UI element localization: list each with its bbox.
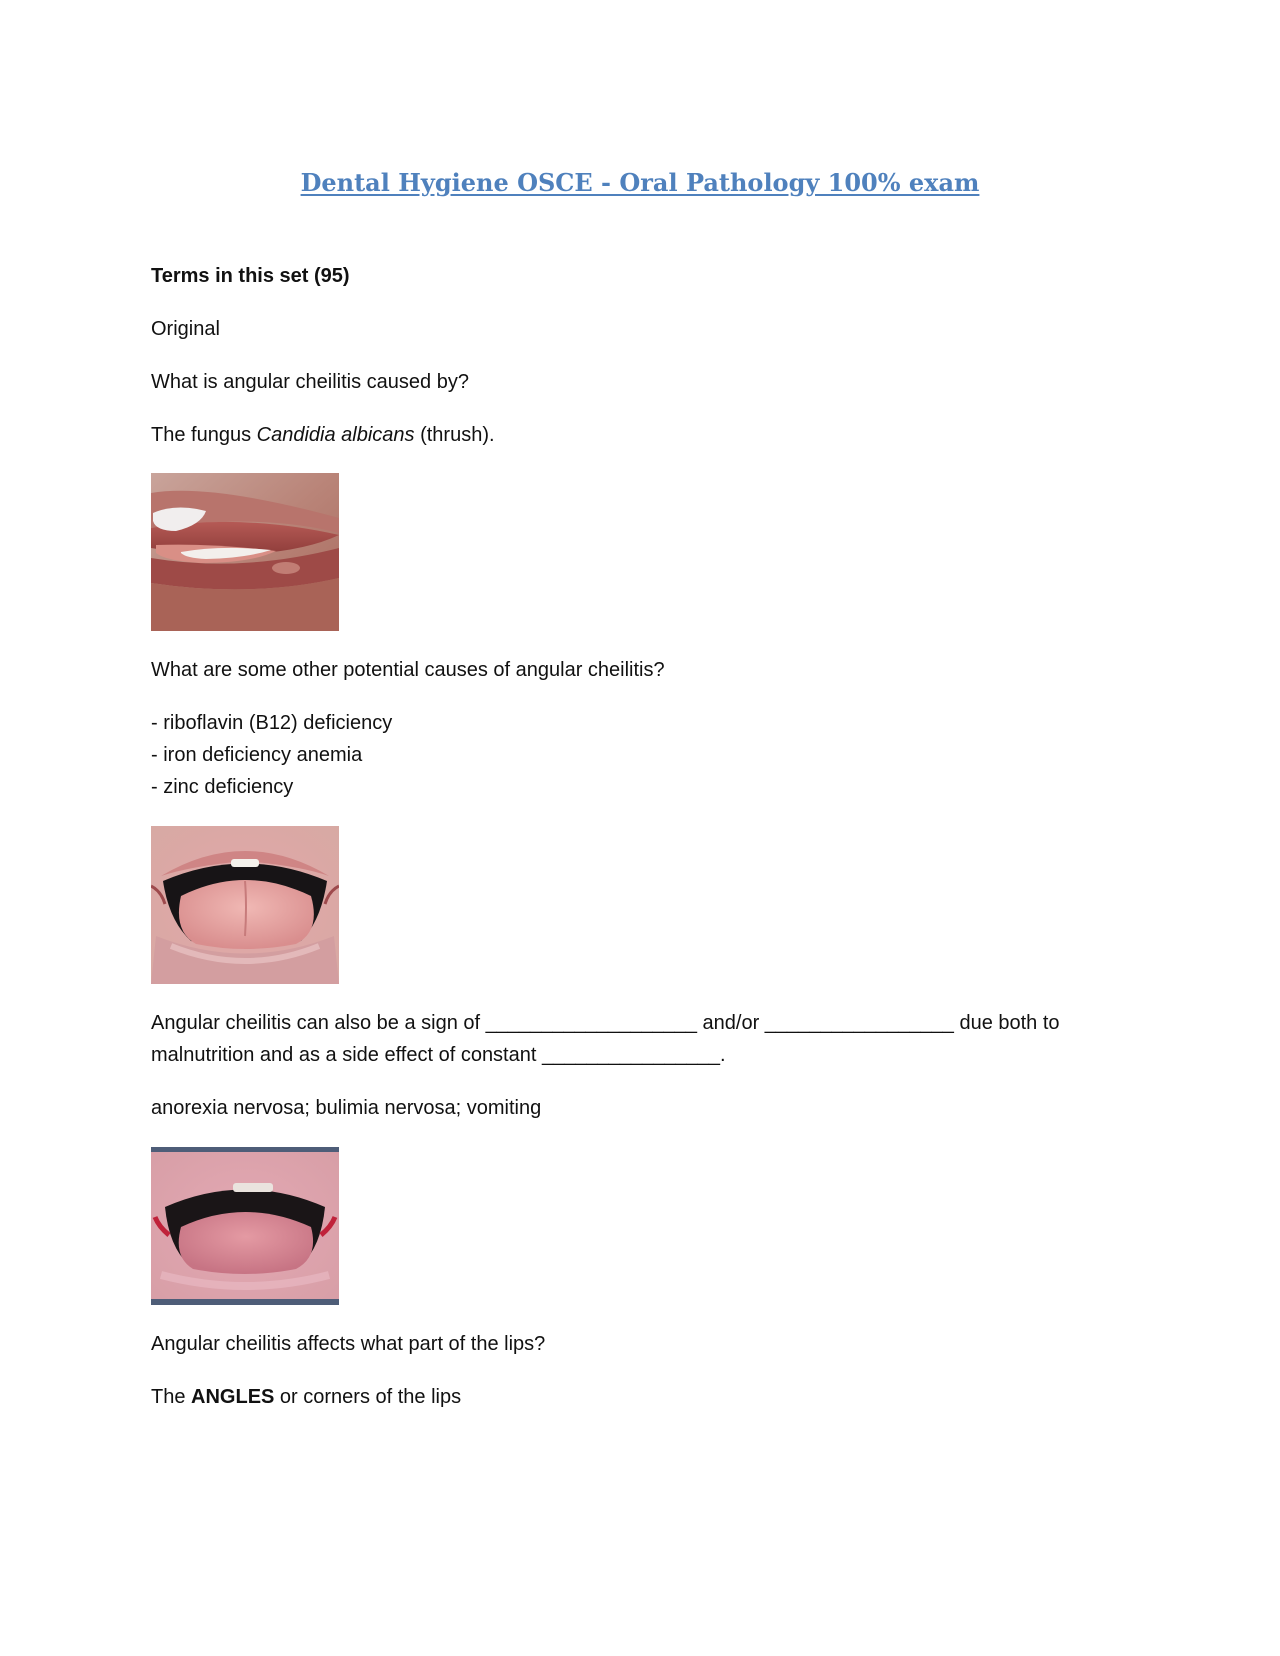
label-original: Original — [151, 318, 220, 340]
answer-2-item-2: - iron deficiency anemia — [151, 744, 363, 766]
answer-4-emphasis: ANGLES — [191, 1386, 275, 1408]
answer-4 — [151, 1381, 461, 1413]
answer-1-suffix: (thrush). — [414, 424, 495, 446]
document-title: Dental Hygiene OSCE - Oral Pathology 100% exam — [300, 168, 980, 197]
question-3-line-2: malnutrition and as a side effect of constant ________________. — [151, 1044, 726, 1066]
answer-1 — [151, 419, 495, 451]
question-2: What are some other potential causes of angular cheilitis? — [151, 659, 665, 681]
answer-1-prefix: The fungus — [151, 424, 257, 446]
answer-1-species: Candidia albicans — [256, 424, 415, 446]
answer-3: anorexia nervosa; bulimia nervosa; vomiting — [151, 1097, 542, 1119]
answer-2-item-1: - riboflavin (B12) deficiency — [151, 712, 393, 734]
answer-2-item-3: - zinc deficiency — [151, 776, 294, 798]
question-3-line-1: Angular cheilitis can also be a sign of ___________________ and/or _________________ due both to — [151, 1012, 1060, 1034]
angular-cheilitis-photo-2 — [151, 826, 339, 984]
question-1: What is angular cheilitis caused by? — [151, 371, 469, 393]
terms-heading: Terms in this set (95) — [151, 265, 350, 287]
angular-cheilitis-photo-3 — [151, 1147, 339, 1305]
question-4: Angular cheilitis affects what part of the lips? — [151, 1333, 546, 1355]
angular-cheilitis-photo-1 — [151, 473, 339, 631]
answer-4-suffix: or corners of the lips — [274, 1386, 462, 1408]
answer-4-prefix: The — [151, 1386, 192, 1408]
